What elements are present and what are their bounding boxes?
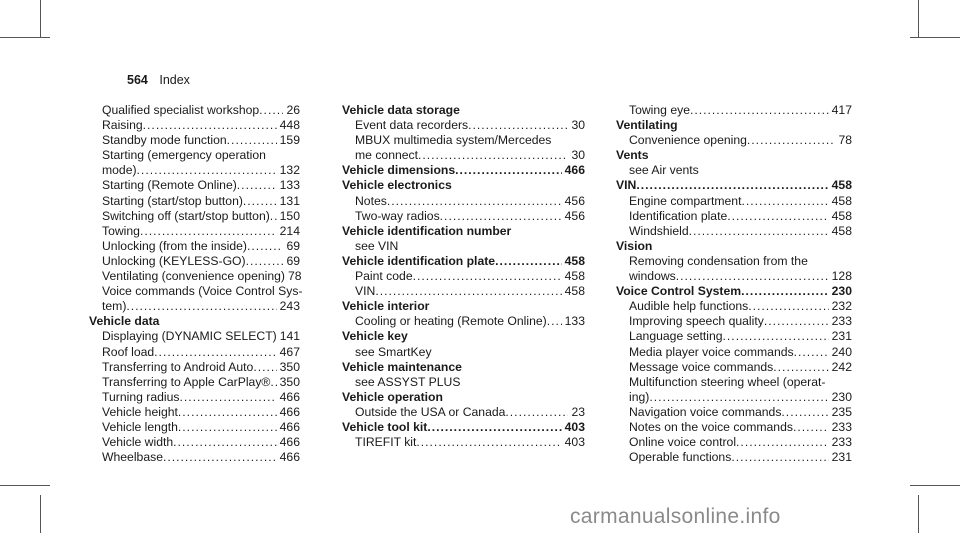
crop-mark (910, 37, 960, 38)
index-entry (616, 254, 852, 269)
entry-text: Language setting (629, 329, 723, 344)
page-reference[interactable]: 141 (279, 329, 301, 344)
page-reference[interactable]: 466 (279, 435, 300, 450)
index-heading (89, 314, 300, 329)
entry-text: windows (629, 269, 676, 284)
entry-text: Notes (355, 193, 387, 208)
page-reference[interactable]: 456 (564, 193, 585, 208)
index-entry (342, 269, 585, 284)
leader-dots (727, 209, 828, 224)
leader-dots (455, 163, 562, 178)
index-heading (342, 163, 585, 178)
index-entry (89, 375, 300, 390)
entry-text: Cooling or heating (Remote Online) (355, 314, 547, 329)
index-entry (89, 405, 300, 420)
page-reference[interactable]: 231 (831, 450, 852, 465)
index-heading (342, 390, 585, 405)
index-entry (342, 209, 585, 224)
leader-dots (468, 118, 568, 133)
page-reference[interactable]: 131 (279, 193, 300, 208)
crop-mark (918, 495, 919, 533)
section-title: Index (159, 73, 190, 87)
entry-text: ing) (629, 389, 650, 404)
entry-text: Event data recorders (355, 118, 469, 133)
page-reference[interactable]: 133 (279, 178, 300, 193)
entry-text: Qualified specialist workshop (102, 103, 260, 117)
leader-dots (247, 239, 283, 254)
entry-text: Standby mode function (102, 133, 227, 148)
page-reference[interactable]: 458 (564, 253, 585, 268)
index-entry (342, 118, 585, 133)
entry-text: Ventilating (convenience opening) (102, 269, 285, 284)
leader-dots (253, 360, 276, 375)
page-reference[interactable]: 132 (279, 163, 300, 178)
index-entry (89, 435, 300, 450)
leader-dots (689, 224, 829, 239)
index-heading (616, 284, 852, 299)
index-entry (89, 299, 300, 314)
page-reference[interactable]: 159 (279, 133, 300, 148)
leader-dots (143, 118, 277, 133)
page-reference[interactable]: 466 (564, 163, 585, 178)
page-reference[interactable]: 466 (279, 419, 300, 434)
entry-text: Switching off (start/stop button) (102, 208, 270, 223)
entry-text: Vehicle interior (342, 299, 430, 314)
index-entry (89, 178, 300, 193)
entry-text: Online voice control (629, 435, 737, 450)
index-heading (342, 360, 585, 375)
index-entry (616, 209, 852, 224)
index-column-1 (89, 103, 303, 465)
entry-text: see ASSYST PLUS (355, 374, 461, 389)
entry-text: Navigation voice commands (629, 404, 782, 419)
page-reference[interactable]: 230 (831, 284, 852, 299)
page-reference[interactable]: 243 (279, 299, 300, 314)
entry-text: VIN (355, 284, 376, 299)
page-number: 564 (127, 73, 148, 87)
crop-mark (0, 485, 50, 486)
leader-dots (781, 405, 828, 420)
entry-text: Two-way radios (355, 208, 440, 223)
page-reference[interactable]: 231 (831, 329, 852, 344)
page-reference[interactable]: 403 (564, 419, 585, 434)
leader-dots (178, 405, 277, 420)
index-heading (342, 103, 585, 118)
entry-text: Displaying (DYNAMIC SELECT) (102, 329, 277, 344)
index-entry (89, 163, 300, 178)
entry-text: TIREFIT kit (355, 435, 417, 450)
leader-dots (794, 345, 829, 360)
index-heading (616, 239, 852, 254)
entry-text: me connect (355, 148, 419, 163)
index-heading (342, 224, 585, 239)
entry-text: Vehicle data storage (342, 103, 460, 117)
page-reference[interactable]: 456 (564, 208, 585, 223)
entry-text: Outside the USA or Canada (355, 404, 506, 419)
entry-text: Vehicle operation (342, 389, 443, 404)
leader-dots (505, 405, 568, 420)
leader-dots (163, 450, 277, 465)
entry-text: Vehicle width (102, 435, 174, 450)
index-entry (89, 390, 300, 405)
index-entry (616, 375, 852, 390)
entry-text: Vehicle length (102, 419, 178, 434)
index-heading (616, 148, 852, 163)
entry-text: Vents (616, 148, 649, 163)
entry-text: Raising (102, 118, 143, 133)
page-reference[interactable]: 467 (279, 344, 300, 359)
crop-mark (40, 495, 41, 533)
page-reference[interactable]: 350 (279, 374, 300, 389)
entry-text: see VIN (355, 238, 399, 253)
page-reference[interactable]: 23 (571, 404, 585, 419)
entry-text: Vehicle data (89, 314, 160, 329)
index-entry (89, 284, 303, 299)
leader-dots (387, 194, 562, 209)
index-entry (616, 390, 852, 405)
leader-dots (259, 103, 283, 118)
index-entry (342, 375, 585, 390)
index-entry (89, 239, 300, 254)
page-header (127, 73, 190, 87)
page-reference[interactable]: 466 (279, 450, 300, 465)
entry-text: MBUX multimedia system/Mercedes (355, 133, 552, 148)
leader-dots (676, 269, 829, 284)
page-reference[interactable]: 69 (286, 253, 300, 268)
leader-dots (440, 209, 562, 224)
leader-dots (723, 329, 829, 344)
entry-text: Windshield (629, 223, 689, 238)
leader-dots (270, 209, 277, 224)
index-heading (342, 420, 585, 435)
index-entry (616, 103, 852, 118)
entry-text: Notes on the voice commands (629, 419, 793, 434)
leader-dots (690, 103, 829, 118)
page-reference[interactable]: 30 (571, 118, 585, 133)
page-reference[interactable]: 458 (831, 208, 852, 223)
entry-text: Vehicle height (102, 404, 178, 419)
leader-dots (731, 450, 828, 465)
index-entry (342, 133, 585, 148)
index-entry (342, 345, 585, 360)
index-heading (342, 178, 585, 193)
entry-text: Unlocking (KEYLESS-GO) (102, 253, 246, 268)
page-reference[interactable]: 448 (279, 118, 300, 133)
page-reference[interactable]: 458 (831, 178, 852, 193)
index-entry (616, 450, 852, 465)
entry-text: Removing condensation from the (629, 253, 808, 268)
crop-mark (918, 0, 919, 37)
crop-mark (40, 0, 41, 37)
leader-dots (246, 254, 284, 269)
index-entry (89, 420, 300, 435)
entry-text: Towing eye (629, 103, 690, 117)
index-column-2 (342, 103, 585, 450)
index-entry (89, 194, 300, 209)
entry-text: VIN (616, 178, 637, 193)
page-reference[interactable]: 78 (287, 269, 302, 284)
index-entry (89, 224, 300, 239)
leader-dots (413, 269, 562, 284)
index-entry (616, 299, 852, 314)
entry-text: Starting (Remote Online) (102, 178, 237, 193)
leader-dots (741, 284, 829, 299)
page-reference[interactable]: 458 (564, 284, 585, 299)
index-entry (616, 345, 852, 360)
index-entry (89, 254, 300, 269)
index-heading (342, 254, 585, 269)
entry-text: Voice commands (Voice Control Sys- (102, 284, 303, 299)
entry-text: Wheelbase (102, 450, 163, 465)
index-entry (616, 405, 852, 420)
entry-text: Vehicle key (342, 329, 408, 344)
leader-dots (547, 314, 562, 329)
index-entry (89, 269, 300, 284)
page-reference[interactable]: 458 (564, 269, 585, 284)
entry-text: Roof load (102, 344, 155, 359)
leader-dots (173, 435, 277, 450)
leader-dots (140, 224, 277, 239)
index-entry (89, 329, 300, 344)
entry-text: Improving speech quality (629, 314, 764, 329)
leader-dots (495, 254, 562, 269)
index-entry (616, 194, 852, 209)
page-reference[interactable]: 150 (279, 208, 300, 223)
index-heading (616, 178, 852, 193)
leader-dots (375, 284, 561, 299)
page-reference[interactable]: 466 (279, 389, 300, 404)
page-reference[interactable]: 214 (279, 223, 300, 238)
entry-text: mode) (102, 163, 137, 178)
page-reference[interactable]: 240 (831, 344, 852, 359)
entry-text: Ventilating (616, 118, 678, 133)
index-entry (616, 314, 852, 329)
entry-text: Vehicle identification plate (342, 253, 496, 268)
index-entry (89, 118, 300, 133)
index-entry (616, 163, 852, 178)
index-entry (342, 239, 585, 254)
index-entry (342, 284, 585, 299)
index-heading (342, 299, 585, 314)
index-entry (342, 314, 585, 329)
leader-dots (137, 163, 277, 178)
leader-dots (227, 133, 277, 148)
index-entry (616, 420, 852, 435)
index-heading (342, 329, 585, 344)
leader-dots (793, 420, 829, 435)
index-entry (616, 224, 852, 239)
entry-text: Audible help functions (629, 299, 749, 314)
index-entry (616, 133, 852, 148)
leader-dots (416, 435, 561, 450)
index-entry (89, 133, 300, 148)
leader-dots (736, 435, 829, 450)
page-reference[interactable]: 128 (831, 269, 852, 284)
page-reference[interactable]: 233 (831, 419, 852, 434)
entry-text: Towing (102, 223, 140, 238)
watermark-text: carmanualsonline.info (570, 505, 781, 528)
page-reference[interactable]: 230 (831, 389, 852, 404)
index-heading (616, 118, 852, 133)
entry-text: Turning radius (102, 389, 180, 404)
entry-text: Unlocking (from the inside) (102, 238, 247, 253)
index-entry (342, 435, 585, 450)
entry-text: Multifunction steering wheel (operat- (629, 374, 826, 389)
entry-text: Starting (start/stop button) (102, 193, 243, 208)
page-reference[interactable]: 466 (279, 404, 300, 419)
index-entry (89, 345, 300, 360)
page-reference[interactable]: 458 (831, 223, 852, 238)
index-entry (89, 450, 300, 465)
page-reference[interactable]: 242 (831, 359, 852, 374)
index-entry (616, 435, 852, 450)
page-reference[interactable]: 403 (564, 435, 585, 450)
page-reference[interactable]: 233 (831, 435, 852, 450)
index-entry (342, 194, 585, 209)
page-reference[interactable]: 78 (838, 133, 852, 148)
index-entry (89, 360, 300, 375)
index-entry (342, 148, 585, 163)
leader-dots (243, 194, 277, 209)
entry-text: Starting (emergency operation (102, 148, 266, 163)
entry-text: Vision (616, 238, 653, 253)
leader-dots (179, 390, 276, 405)
leader-dots (636, 178, 828, 193)
page-reference[interactable]: 30 (571, 148, 585, 163)
index-entry (89, 103, 300, 118)
crop-mark (910, 485, 960, 486)
entry-text: Vehicle dimensions (342, 163, 456, 178)
page-reference[interactable]: 26 (286, 103, 300, 117)
entry-text: Paint code (355, 269, 413, 284)
entry-text: tem) (102, 299, 127, 314)
crop-mark (0, 37, 50, 38)
entry-text: see Air vents (629, 163, 699, 178)
index-entry (616, 269, 852, 284)
leader-dots (427, 420, 561, 435)
page-reference[interactable]: 232 (831, 299, 852, 314)
leader-dots (154, 345, 276, 360)
page-reference[interactable]: 235 (831, 404, 852, 419)
leader-dots (178, 420, 277, 435)
index-entry (616, 329, 852, 344)
entry-text: Message voice commands (629, 359, 774, 374)
page-reference[interactable]: 458 (831, 193, 852, 208)
leader-dots (418, 148, 568, 163)
entry-text: Identification plate (629, 208, 728, 223)
index-entry (89, 209, 300, 224)
entry-text: Operable functions (629, 450, 732, 465)
index-column-3 (616, 103, 852, 465)
leader-dots (237, 178, 277, 193)
index-entry (342, 405, 585, 420)
entry-text: Voice Control System (616, 284, 742, 299)
entry-text: Media player voice commands (629, 344, 794, 359)
leader-dots (748, 299, 828, 314)
page-reference[interactable]: 233 (831, 314, 852, 329)
entry-text: Vehicle identification number (342, 223, 512, 238)
leader-dots (741, 194, 828, 209)
entry-text: Vehicle tool kit (342, 419, 428, 434)
entry-text: Vehicle electronics (342, 178, 452, 193)
entry-text: Convenience opening (629, 133, 747, 148)
page-reference[interactable]: 133 (564, 314, 585, 329)
leader-dots (649, 390, 828, 405)
leader-dots (764, 314, 829, 329)
page-reference[interactable]: 350 (279, 359, 300, 374)
entry-text: Engine compartment (629, 193, 742, 208)
entry-text: Vehicle maintenance (342, 359, 462, 374)
index-entry (89, 148, 300, 163)
leader-dots (126, 299, 276, 314)
entry-text: see SmartKey (355, 344, 432, 359)
entry-text: Transferring to Android Auto (102, 359, 254, 374)
leader-dots (773, 360, 828, 375)
page-reference[interactable]: 417 (831, 103, 852, 117)
leader-dots (747, 133, 836, 148)
entry-text: Transferring to Apple CarPlay® (102, 374, 271, 389)
page-reference[interactable]: 69 (286, 238, 300, 253)
index-entry (616, 360, 852, 375)
